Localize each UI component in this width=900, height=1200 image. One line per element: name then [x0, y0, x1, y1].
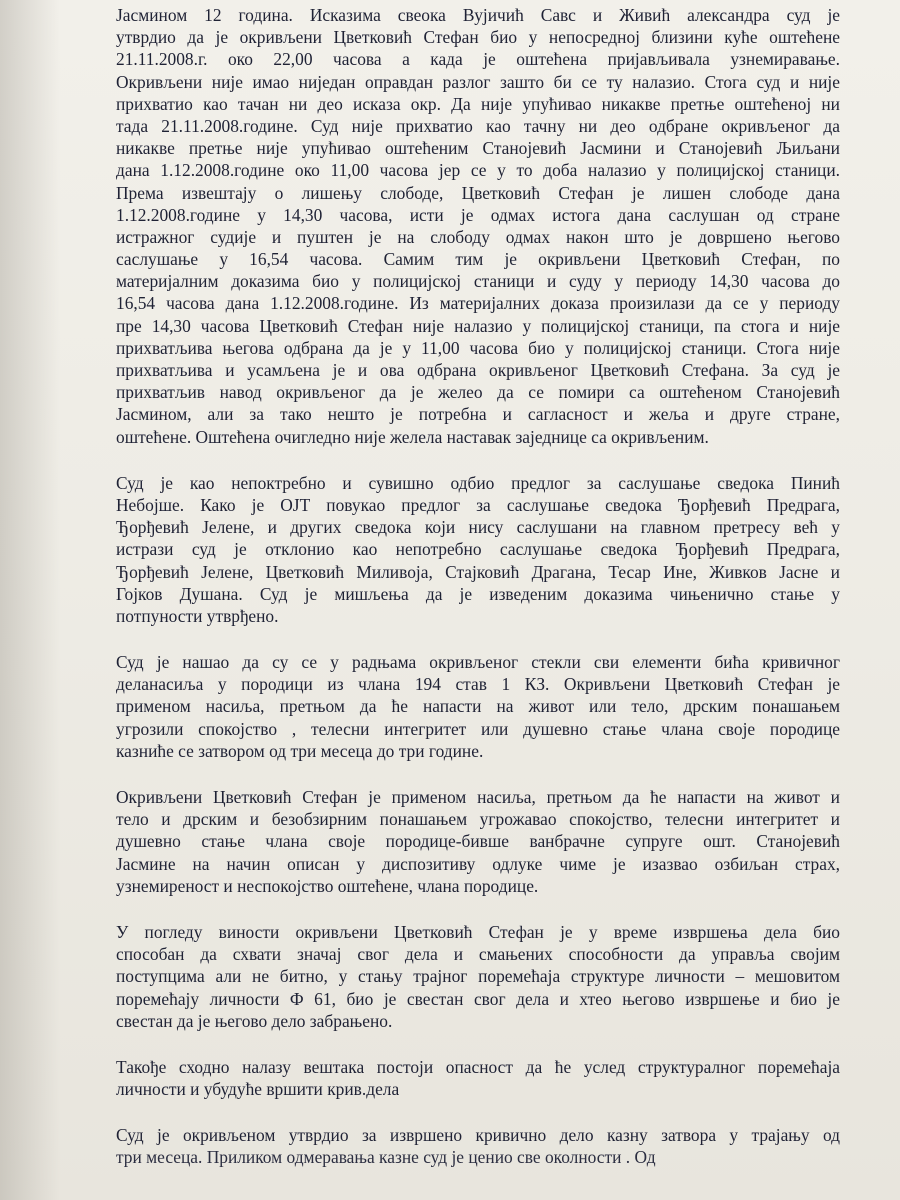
paragraph-7 — [116, 1124, 840, 1168]
text-line: материјалним доказима био у полицијској станици и суду у периоду 14,30 часова до — [116, 271, 840, 292]
text-line: истрази суд је отклонио као непотребно саслушање сведока Ђорђевић Предрага, — [116, 539, 840, 560]
text-line: Према извештају о лишењу слободе, Цветковић Стефан је лишен слободе дана — [116, 182, 840, 203]
text-line: никакве претње није упућивао оштећеним Станојевић Јасмини и Станојевић Љиљани — [116, 138, 840, 159]
text-line: Суд је нашао да су се у радњама окривљеног стекли сви елементи бића кривичног — [116, 652, 840, 673]
text-line: душевно стање члана своје породице-бивше ванбрачне супруге ошт. Станојевић — [116, 831, 840, 852]
text-line: поступцима али не битно, у стању трајног поремећаја структуре личности – мешовитом — [116, 966, 840, 987]
text-line: узнемиреност и неспокојство оштећене, члана породице. — [116, 875, 539, 896]
paragraph-3 — [116, 651, 840, 762]
text-line: Суд је окривљеном утврдио за извршено кривично дело казну затвора у трајању од — [116, 1125, 840, 1146]
text-line: Јасмином 12 година. Исказима свеока Вујичић Савс и Живић александра суд је — [116, 5, 840, 25]
text-line: истражног судије и пуштен је на слободу одмах након што је довршено његово — [116, 226, 840, 247]
text-line: тело и дрским и безобзирним понашањем угрожавао спокојство, телесни интегритет и — [116, 809, 840, 830]
text-line: Такође сходно налазу вештака постоји опасност да ће услед структуралног поремећаја — [116, 1056, 840, 1077]
text-line: Јасмине на начин описан у диспозитиву одлуке чиме је изазвао озбиљан страх, — [116, 853, 840, 874]
document-body — [116, 4, 840, 1193]
text-line: оштећене. Оштећена очигледно није желела наставак заједнице са окривљеним. — [116, 426, 709, 447]
paragraph-4 — [116, 786, 840, 897]
text-line: саслушање у 16,54 часова. Самим тим је окривљени Цветковић Стефан, по — [116, 249, 840, 270]
paragraph-2 — [116, 472, 840, 627]
text-line: 1.12.2008.године у 14,30 часова, исти је одмах истога дана саслушан од стране — [116, 204, 840, 225]
text-line: Окривљени Цветковић Стефан је применом насиља, претњом да ће напасти на живот и — [116, 787, 840, 807]
text-line: свестан да је његово дело забрањено. — [116, 1010, 393, 1031]
text-line: способан да схвати значај свог дела и смањених способности да управља својим — [116, 944, 840, 965]
page-edge-shadow — [0, 0, 60, 1200]
text-line: личности и убудуће вршити крив.дела — [116, 1079, 400, 1100]
text-line: Суд је као непоктребно и сувишно одбио предлог за саслушање сведока Пинић — [116, 472, 840, 493]
text-line: Ђорђевић Јелене, и других сведока који нису саслушани на главном претресу већ у — [116, 517, 840, 538]
text-line: Окривљени није имао ниједан оправдан разлог зашто би се ту налазио. Стога суд и није — [116, 71, 840, 92]
paragraph-5 — [116, 921, 840, 1032]
text-line: прихватљив навод окривљеног да је желео да се помири са оштећеном Станојевић — [116, 382, 840, 403]
paragraph-6 — [116, 1056, 840, 1100]
text-line: пре 14,30 часова Цветковић Стефан није налазио у полицијској станици, па стога и није — [116, 315, 840, 336]
text-line: казниће се затвором од три месеца до три године. — [116, 740, 484, 761]
text-line: применом насиља, претњом да ће напасти на живот или тело, дрским понашањем — [116, 696, 840, 717]
text-line: утврдио да је окривљени Цветковић Стефан био у непосредној близини куће оштећене — [116, 27, 840, 48]
text-line: Ђорђевић Јелене, Цветковић Миливоја, Стајковић Драгана, Тесар Ине, Живков Јасне и — [116, 561, 840, 582]
text-line: потпуности утврђено. — [116, 605, 279, 626]
text-line: деланасиља у породици из члана 194 став 1 КЗ. Окривљени Цветковић Стефан је — [116, 674, 840, 695]
text-line: угрозили спокојство , телесни интегритет или душевно стање члана своје породице — [116, 718, 840, 739]
text-line: Небојше. Како је ОЈТ повукао предлог за саслушање сведока Ђорђевић Предрага, — [116, 494, 840, 515]
text-line: У погледу виности окривљени Цветковић Стефан је у време извршења дела био — [116, 921, 840, 942]
text-line: поремећају личности Ф 61, био је свестан свог дела и хтео његово извршење и био је — [116, 988, 840, 1009]
text-line: 21.11.2008.г. око 22,00 часова а када је оштећена пријављивала узнемиравање. — [116, 49, 840, 70]
text-line: прихватљива и усамљена је и ова одбрана окривљеног Цветковић Стефана. За суд је — [116, 360, 840, 380]
text-line: три месеца. Приликом одмеравања казне суд је ценио све околности . Од — [116, 1147, 656, 1168]
text-line: прихватљива његова одбрана да је у 11,00 часова био у полицијској станици. Стога није — [116, 337, 840, 358]
text-line: 16,54 часова дана 1.12.2008.године. Из материјалних доказа произилази да се у периоду — [116, 293, 840, 314]
text-line: тада 21.11.2008.године. Суд није прихватио као тачну ни део одбране окривљеног да — [116, 115, 840, 136]
text-line: прихватио као тачан ни део исказа окр. Да није упућивао никакве претње оштећеној ни — [116, 93, 840, 114]
text-line: дана 1.12.2008.године око 11,00 часова јер се у то доба налазио у полицијској станици. — [116, 160, 840, 181]
paragraph-1 — [116, 4, 840, 448]
text-line: Гојков Душана. Суд је мишљења да је изведеним доказима чињенично стање у — [116, 583, 840, 604]
text-line: Јасмином, али за тако нешто је потребна и сагласност и жеља и друге стране, — [116, 404, 840, 425]
